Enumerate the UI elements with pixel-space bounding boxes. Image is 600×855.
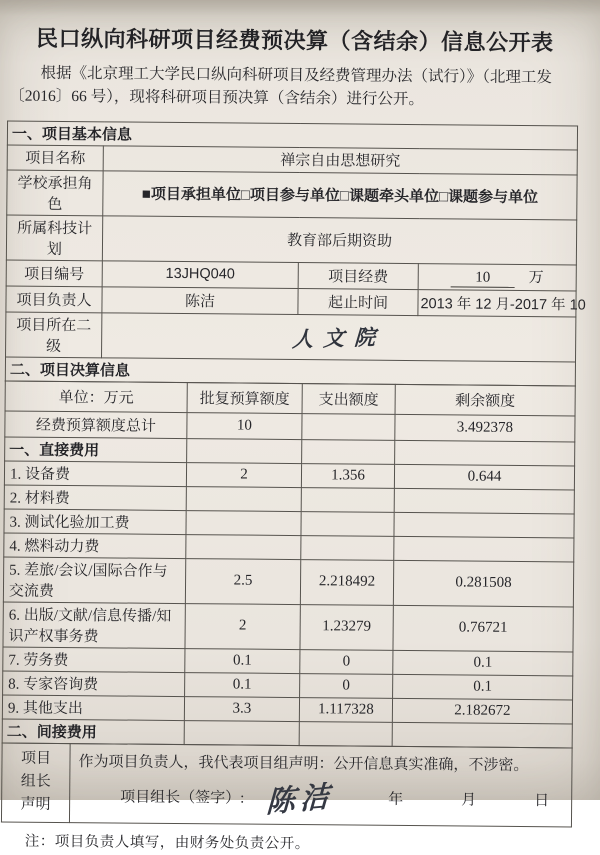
row-label: 3. 测试化验加工费 bbox=[4, 508, 186, 534]
declaration-statement: 作为项目负责人，我代表项目组声明：公开信息真实准确，不涉密。 bbox=[78, 753, 529, 774]
cell-spent bbox=[301, 535, 394, 560]
cell-spent bbox=[301, 487, 394, 512]
cell-remain: 0.1 bbox=[393, 650, 573, 676]
declaration-content bbox=[69, 743, 572, 826]
cell-remain: 0.644 bbox=[394, 464, 574, 490]
project-number-value: 13JHQ040 bbox=[102, 260, 298, 288]
cell-budget bbox=[184, 720, 299, 745]
plan-value: 教育部后期资助 bbox=[102, 215, 576, 264]
cell-budget bbox=[186, 534, 301, 559]
cell-spent: 0 bbox=[300, 649, 393, 674]
col-header-unit: 单位：万元 bbox=[5, 380, 187, 412]
cell-budget bbox=[187, 438, 302, 463]
declaration-row bbox=[1, 742, 572, 826]
row-label-indirect-costs: 二、间接费用 bbox=[2, 718, 184, 744]
row-label: 1. 设备费 bbox=[4, 460, 186, 486]
leader-value: 陈洁 bbox=[102, 286, 298, 314]
leader-label: 项目负责人 bbox=[6, 285, 102, 312]
cell-budget bbox=[186, 486, 301, 511]
cell-spent: 2.218492 bbox=[300, 559, 393, 605]
declaration-side-label bbox=[1, 742, 70, 822]
cell-remain bbox=[394, 488, 574, 514]
dept-value-cell bbox=[102, 312, 576, 361]
row-label: 2. 材料费 bbox=[4, 484, 186, 510]
side-label-line: 声明 bbox=[20, 796, 51, 814]
sign-label: 项目组长（签字）: bbox=[120, 789, 245, 807]
cell-remain: 0.281508 bbox=[393, 560, 573, 607]
cell-budget: 0.1 bbox=[185, 672, 300, 697]
intro-paragraph: 根据《北京理工大学民口纵向科研项目及经费管理办法（试行）》（北理工发〔2016〕66 号），现将科研项目预决算（含结余）进行公开。 bbox=[9, 64, 553, 109]
row-label: 6. 出版/文献/信息传播/知识产权事务费 bbox=[3, 601, 185, 648]
cell-spent: 1.356 bbox=[301, 463, 394, 488]
project-name-label: 项目名称 bbox=[7, 144, 103, 170]
cell-spent bbox=[301, 511, 394, 536]
document-sheet bbox=[0, 13, 584, 855]
cell-spent: 0 bbox=[300, 673, 393, 698]
role-checkboxes: ■项目承担单位□项目参与单位□课题牵头单位□课题参与单位 bbox=[103, 170, 577, 219]
period-label: 起止时间 bbox=[298, 288, 418, 315]
footnote: 注：项目负责人填写，由财务处负责公开。 bbox=[24, 833, 310, 852]
project-name-value: 禅宗自由思想研究 bbox=[103, 145, 577, 174]
cell-remain: 3.492378 bbox=[395, 414, 575, 442]
row-label: 8. 专家咨询费 bbox=[3, 670, 185, 696]
row-label: 5. 差旅/会议/国际合作与交流费 bbox=[3, 556, 185, 603]
cell-budget bbox=[186, 510, 301, 535]
date-day-label: 日 bbox=[534, 792, 550, 809]
project-number-label: 项目编号 bbox=[6, 259, 102, 286]
cell-budget: 2 bbox=[185, 603, 300, 649]
cell-budget: 2.5 bbox=[185, 558, 300, 604]
page-title: 民口纵向科研项目经费预决算（含结余）信息公开表 bbox=[35, 25, 554, 56]
cell-remain: 0.76721 bbox=[393, 605, 573, 652]
cell-remain bbox=[394, 512, 574, 538]
budget-header-row bbox=[5, 380, 575, 415]
funds-label: 项目经费 bbox=[298, 262, 418, 289]
row-label: 4. 燃料动力费 bbox=[4, 532, 186, 558]
role-label: 学校承担角色 bbox=[7, 169, 103, 215]
period-value: 2013 年 12 月-2017 年 10 bbox=[418, 289, 576, 316]
cell-spent: 1.117328 bbox=[299, 697, 392, 722]
side-label-line: 项目 bbox=[20, 750, 52, 767]
cell-budget: 0.1 bbox=[185, 648, 300, 673]
dept-label: 项目所在二级 bbox=[6, 311, 102, 357]
funds-unit: 万 bbox=[528, 270, 544, 287]
dept-handwritten-value: 人文院 bbox=[291, 324, 386, 352]
cell-remain bbox=[395, 440, 575, 466]
section2-heading: 二、项目决算信息 bbox=[5, 356, 575, 385]
table-row bbox=[6, 214, 576, 264]
date-month-label: 月 bbox=[461, 791, 477, 809]
cell-budget: 3.3 bbox=[184, 696, 299, 721]
funds-amount: 10 bbox=[451, 269, 515, 288]
table-row bbox=[6, 311, 576, 361]
table-row bbox=[3, 556, 573, 606]
date-year-label: 年 bbox=[388, 791, 404, 808]
signature-row bbox=[78, 775, 563, 822]
row-label: 7. 劳务费 bbox=[3, 646, 185, 672]
row-label: 9. 其他支出 bbox=[2, 694, 184, 720]
cell-budget: 2 bbox=[186, 462, 301, 487]
cell-remain bbox=[394, 536, 574, 562]
side-label-line: 组长 bbox=[20, 773, 51, 790]
row-label-direct-costs: 一、直接费用 bbox=[5, 436, 187, 462]
leader-signature-handwritten: 陈洁 bbox=[265, 780, 335, 820]
col-header-remain: 剩余额度 bbox=[395, 384, 575, 416]
table-row bbox=[7, 169, 577, 219]
budget-table bbox=[2, 380, 576, 748]
cell-spent: 1.23279 bbox=[300, 604, 393, 650]
cell-spent bbox=[302, 413, 395, 440]
basic-info-table bbox=[5, 120, 586, 386]
section1-heading: 一、项目基本信息 bbox=[7, 120, 577, 149]
table-row bbox=[3, 601, 573, 651]
funds-value-cell bbox=[418, 263, 576, 290]
cell-budget: 10 bbox=[187, 412, 302, 439]
col-header-spent: 支出额度 bbox=[302, 383, 395, 414]
cell-spent bbox=[299, 721, 392, 746]
cell-spent bbox=[302, 439, 395, 464]
plan-label: 所属科技计划 bbox=[6, 214, 102, 260]
cell-remain: 0.1 bbox=[393, 674, 573, 700]
cell-remain: 2.182672 bbox=[392, 698, 572, 724]
row-label: 经费预算额度总计 bbox=[5, 410, 187, 438]
cell-remain bbox=[392, 722, 572, 748]
col-header-approved: 批复预算额度 bbox=[187, 382, 302, 413]
declaration-table bbox=[1, 742, 573, 827]
